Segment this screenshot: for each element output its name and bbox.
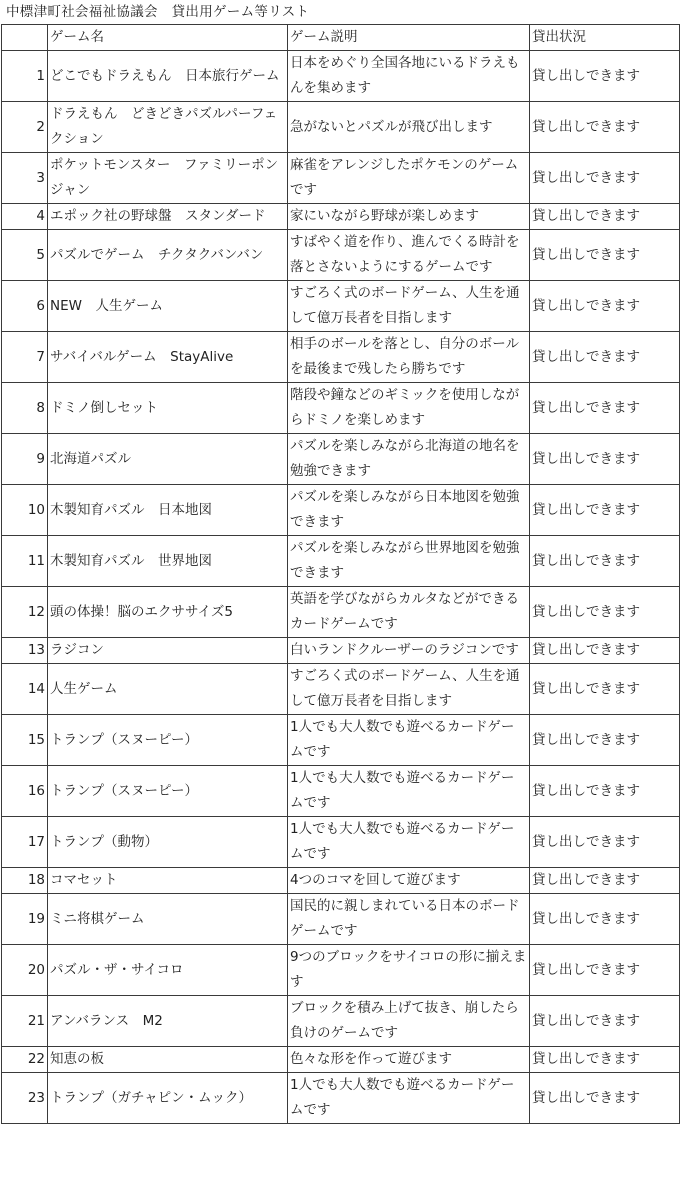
table-row [2,153,680,204]
table-row [2,536,680,587]
game-name-cell: 人生ゲーム [48,664,288,715]
table-row [2,1073,680,1124]
game-name-cell: ミニ将棋ゲーム [48,894,288,945]
lending-status-cell: 貸し出しできます [530,485,680,536]
lending-status-cell: 貸し出しできます [530,766,680,817]
lending-status-cell: 貸し出しできます [530,715,680,766]
game-description-cell: パズルを楽しみながら世界地図を勉強できます [288,536,530,587]
game-name-cell: 頭の体操！脳のエクササイズ5 [48,587,288,638]
table-row [2,51,680,102]
game-name-cell: エポック社の野球盤 スタンダード [48,204,288,230]
game-name-cell: トランプ（スヌーピー） [48,715,288,766]
game-name-cell: パズル・ザ・サイコロ [48,945,288,996]
game-name-cell: コマセット [48,868,288,894]
game-name-cell: 木製知育パズル 日本地図 [48,485,288,536]
game-description-cell: 色々な形を作って遊びます [288,1047,530,1073]
table-row [2,664,680,715]
lending-status-cell: 貸し出しできます [530,664,680,715]
lending-status-cell: 貸し出しできます [530,153,680,204]
lending-status-cell: 貸し出しできます [530,868,680,894]
lending-status-cell: 貸し出しできます [530,1047,680,1073]
game-name-cell: サバイバルゲーム StayAlive [48,332,288,383]
lending-status-cell: 貸し出しできます [530,434,680,485]
row-number: 10 [2,485,48,536]
lending-status-cell: 貸し出しできます [530,1073,680,1124]
game-description-cell: 日本をめぐり全国各地にいるドラえもんを集めます [288,51,530,102]
table-row [2,868,680,894]
row-number: 7 [2,332,48,383]
row-number: 22 [2,1047,48,1073]
table-row [2,817,680,868]
game-list-table [1,24,680,1124]
lending-status-cell: 貸し出しできます [530,204,680,230]
row-number: 20 [2,945,48,996]
table-row [2,332,680,383]
row-number: 15 [2,715,48,766]
lending-status-cell: 貸し出しできます [530,945,680,996]
table-row [2,102,680,153]
game-description-cell: 相手のボールを落とし、自分のボールを最後まで残したら勝ちです [288,332,530,383]
game-name-cell: トランプ（動物） [48,817,288,868]
game-description-cell: 国民的に親しまれている日本のボードゲームです [288,894,530,945]
row-number: 19 [2,894,48,945]
game-name-cell: NEW 人生ゲーム [48,281,288,332]
game-description-cell: 1人でも大人数でも遊べるカードゲームです [288,817,530,868]
table-row [2,715,680,766]
row-number: 14 [2,664,48,715]
lending-status-cell: 貸し出しできます [530,536,680,587]
table-row [2,996,680,1047]
game-description-cell: パズルを楽しみながら北海道の地名を勉強できます [288,434,530,485]
row-number: 6 [2,281,48,332]
table-body [2,25,680,1124]
game-description-cell: すごろく式のボードゲーム、人生を通して億万長者を目指します [288,281,530,332]
game-description-cell: ブロックを積み上げて抜き、崩したら負けのゲームです [288,996,530,1047]
table-row [2,383,680,434]
game-description-cell: 4つのコマを回して遊びます [288,868,530,894]
game-description-cell: 麻雀をアレンジしたポケモンのゲームです [288,153,530,204]
game-description-cell: すばやく道を作り、進んでくる時計を落とさないようにするゲームです [288,230,530,281]
game-name-cell: 知恵の板 [48,1047,288,1073]
lending-status-cell: 貸し出しできます [530,383,680,434]
lending-status-cell: 貸し出しできます [530,51,680,102]
row-number: 5 [2,230,48,281]
game-name-cell: トランプ（スヌーピー） [48,766,288,817]
game-description-cell: 家にいながら野球が楽しめます [288,204,530,230]
row-number: 4 [2,204,48,230]
game-name-cell: パズルでゲーム チクタクバンバン [48,230,288,281]
header-game-name: ゲーム名 [48,25,288,51]
row-number: 11 [2,536,48,587]
row-number: 12 [2,587,48,638]
game-description-cell: 1人でも大人数でも遊べるカードゲームです [288,1073,530,1124]
table-row [2,281,680,332]
header-lending-status: 貸出状況 [530,25,680,51]
header-game-description: ゲーム説明 [288,25,530,51]
table-row [2,434,680,485]
table-row [2,230,680,281]
row-number: 21 [2,996,48,1047]
game-description-cell: 英語を学びながらカルタなどができるカードゲームです [288,587,530,638]
game-description-cell: 白いランドクルーザーのラジコンです [288,638,530,664]
lending-status-cell: 貸し出しできます [530,230,680,281]
game-name-cell: ポケットモンスター ファミリーポンジャン [48,153,288,204]
lending-status-cell: 貸し出しできます [530,281,680,332]
table-row [2,485,680,536]
row-number: 2 [2,102,48,153]
row-number: 1 [2,51,48,102]
game-name-cell: アンバランス M2 [48,996,288,1047]
table-row [2,894,680,945]
row-number: 18 [2,868,48,894]
lending-status-cell: 貸し出しできます [530,996,680,1047]
lending-status-cell: 貸し出しできます [530,332,680,383]
header-no [2,25,48,51]
game-name-cell: トランプ（ガチャピン・ムック） [48,1073,288,1124]
row-number: 23 [2,1073,48,1124]
lending-status-cell: 貸し出しできます [530,894,680,945]
game-name-cell: どこでもドラえもん 日本旅行ゲーム [48,51,288,102]
game-description-cell: 急がないとパズルが飛び出します [288,102,530,153]
game-description-cell: 9つのブロックをサイコロの形に揃えます [288,945,530,996]
game-name-cell: ドミノ倒しセット [48,383,288,434]
lending-status-cell: 貸し出しできます [530,587,680,638]
table-row [2,638,680,664]
game-name-cell: ラジコン [48,638,288,664]
lending-status-cell: 貸し出しできます [530,638,680,664]
row-number: 16 [2,766,48,817]
lending-status-cell: 貸し出しできます [530,102,680,153]
table-row [2,204,680,230]
game-description-cell: 階段や鐘などのギミックを使用しながらドミノを楽しめます [288,383,530,434]
game-description-cell: すごろく式のボードゲーム、人生を通して億万長者を目指します [288,664,530,715]
row-number: 17 [2,817,48,868]
game-description-cell: 1人でも大人数でも遊べるカードゲームです [288,766,530,817]
row-number: 13 [2,638,48,664]
table-header-row [2,25,680,51]
game-description-cell: 1人でも大人数でも遊べるカードゲームです [288,715,530,766]
table-row [2,587,680,638]
lending-status-cell: 貸し出しできます [530,817,680,868]
table-row [2,945,680,996]
game-description-cell: パズルを楽しみながら日本地図を勉強できます [288,485,530,536]
row-number: 3 [2,153,48,204]
game-name-cell: 北海道パズル [48,434,288,485]
game-name-cell: ドラえもん どきどきパズルパーフェクション [48,102,288,153]
table-row [2,766,680,817]
row-number: 8 [2,383,48,434]
game-name-cell: 木製知育パズル 世界地図 [48,536,288,587]
row-number: 9 [2,434,48,485]
page-title: 中標津町社会福祉協議会 貸出用ゲーム等リスト [6,4,310,20]
table-row [2,1047,680,1073]
